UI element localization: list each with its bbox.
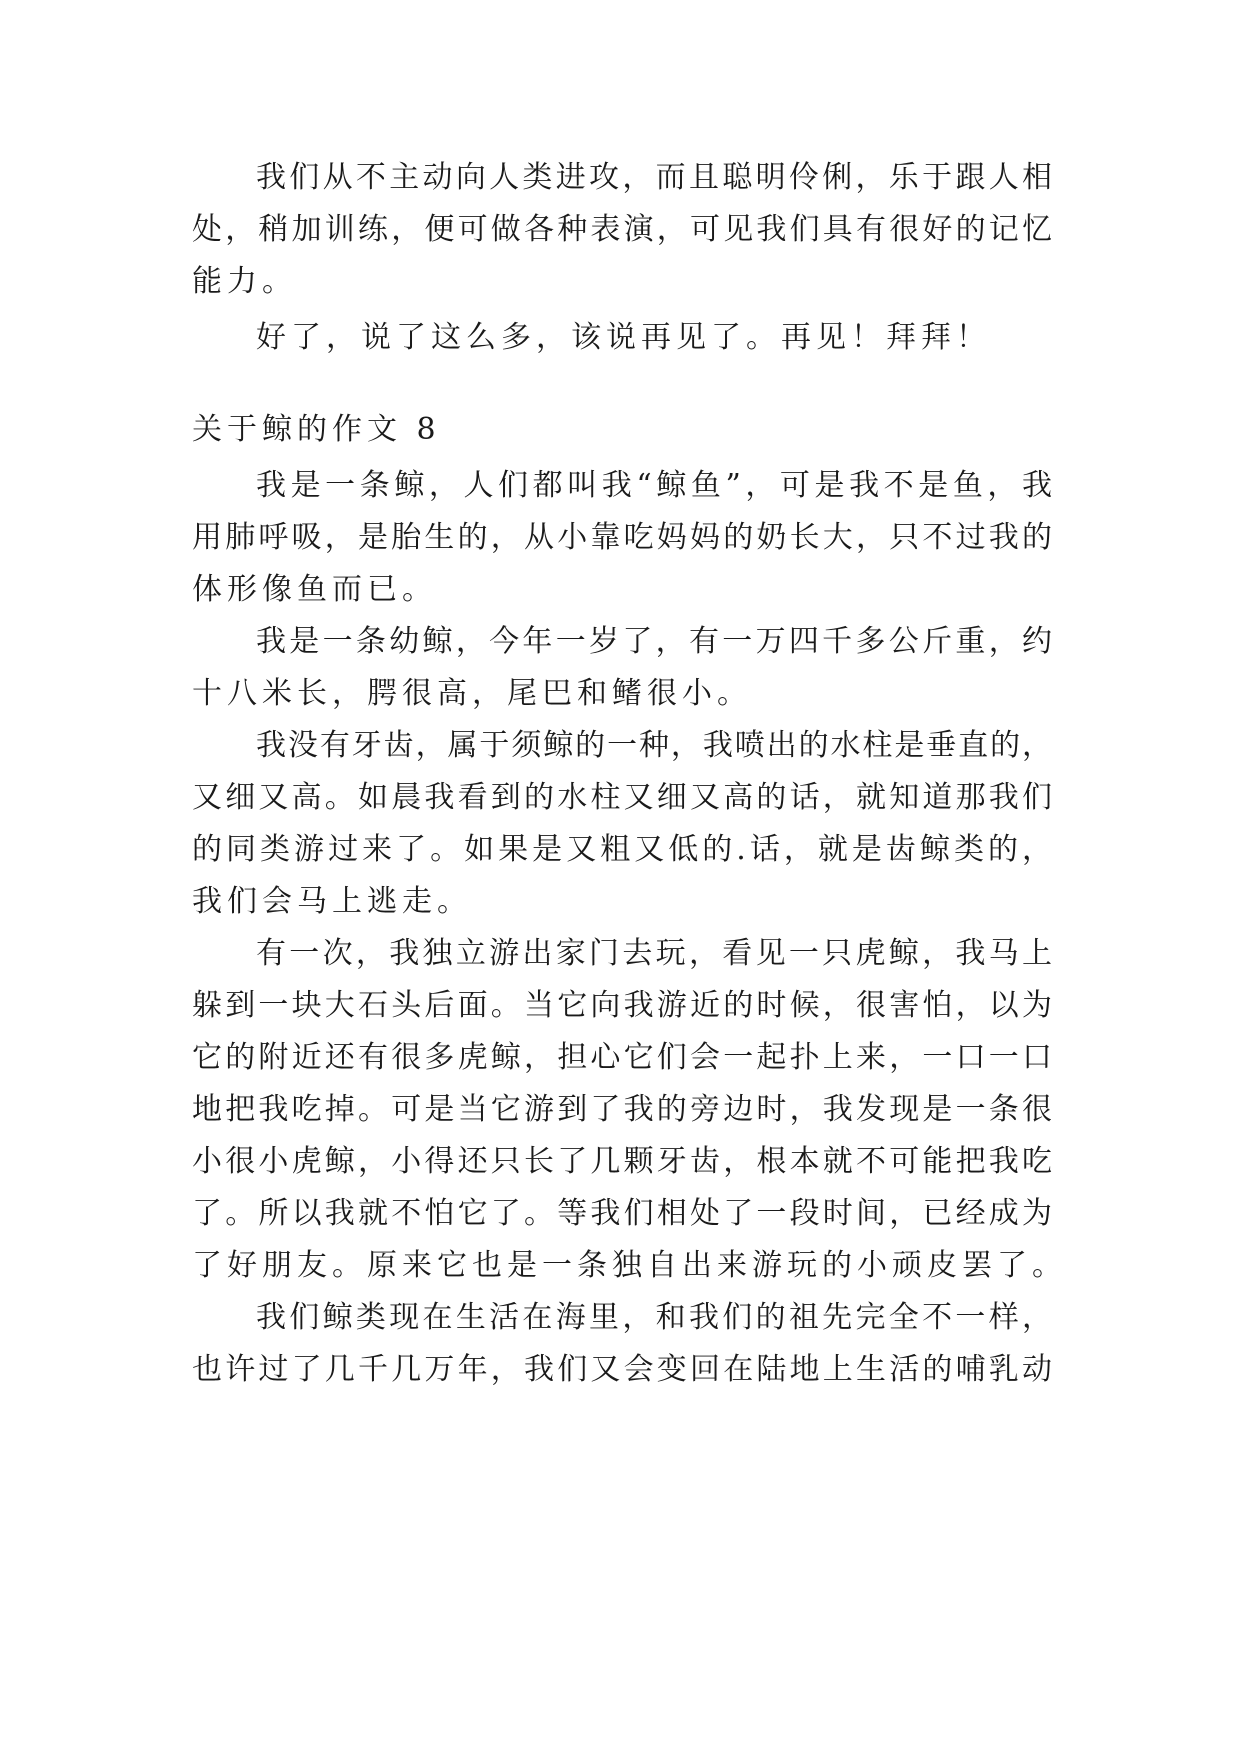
paragraph-line: 地把我吃掉。可是当它游到了我的旁边时，我发现是一条很 <box>192 1092 1052 1127</box>
paragraph-line: 了。所以我就不怕它了。等我们相处了一段时间，已经成为 <box>192 1196 1052 1231</box>
paragraph-line: 好了，说了这么多，该说再见了。再见！拜拜！ <box>256 320 991 355</box>
paragraph-line: 我们会马上逃走。 <box>192 884 472 919</box>
paragraph-line: 它的附近还有很多虎鲸，担心它们会一起扑上来，一口一口 <box>192 1040 1052 1075</box>
paragraph-line: 我是一条鲸，人们都叫我“鲸鱼”，可是我不是鱼，我 <box>256 468 1052 503</box>
paragraph-line: 十八米长，腭很高，尾巴和鳍很小。 <box>192 676 752 711</box>
paragraph-line: 能力。 <box>192 264 297 299</box>
paragraph-line: 处，稍加训练，便可做各种表演，可见我们具有很好的记忆 <box>192 212 1052 247</box>
paragraph-line: 体形像鱼而已。 <box>192 572 437 607</box>
paragraph-line: 小很小虎鲸，小得还只长了几颗牙齿，根本就不可能把我吃 <box>192 1144 1052 1179</box>
paragraph-line: 用肺呼吸，是胎生的，从小靠吃妈妈的奶长大，只不过我的 <box>192 520 1052 555</box>
section-heading: 关于鲸的作文 8 <box>192 412 441 447</box>
paragraph-line: 躲到一块大石头后面。当它向我游近的时候，很害怕，以为 <box>192 988 1052 1023</box>
paragraph-line: 我们从不主动向人类进攻，而且聪明伶俐，乐于跟人相 <box>256 160 1052 195</box>
paragraph-line: 的同类游过来了。如果是又粗又低的.话，就是齿鲸类的， <box>192 832 1052 867</box>
paragraph-line: 我们鲸类现在生活在海里，和我们的祖先完全不一样， <box>256 1300 1052 1335</box>
paragraph-line: 了好朋友。原来它也是一条独自出来游玩的小顽皮罢了。 <box>192 1248 1067 1283</box>
paragraph-line: 我没有牙齿，属于须鲸的一种，我喷出的水柱是垂直的， <box>256 728 1052 763</box>
paragraph-line: 我是一条幼鲸，今年一岁了，有一万四千多公斤重，约 <box>256 624 1052 659</box>
paragraph-line: 有一次，我独立游出家门去玩，看见一只虎鲸，我马上 <box>256 936 1052 971</box>
paragraph-line: 也许过了几千几万年，我们又会变回在陆地上生活的哺乳动 <box>192 1352 1052 1387</box>
paragraph-line: 又细又高。如晨我看到的水柱又细又高的话，就知道那我们 <box>192 780 1052 815</box>
